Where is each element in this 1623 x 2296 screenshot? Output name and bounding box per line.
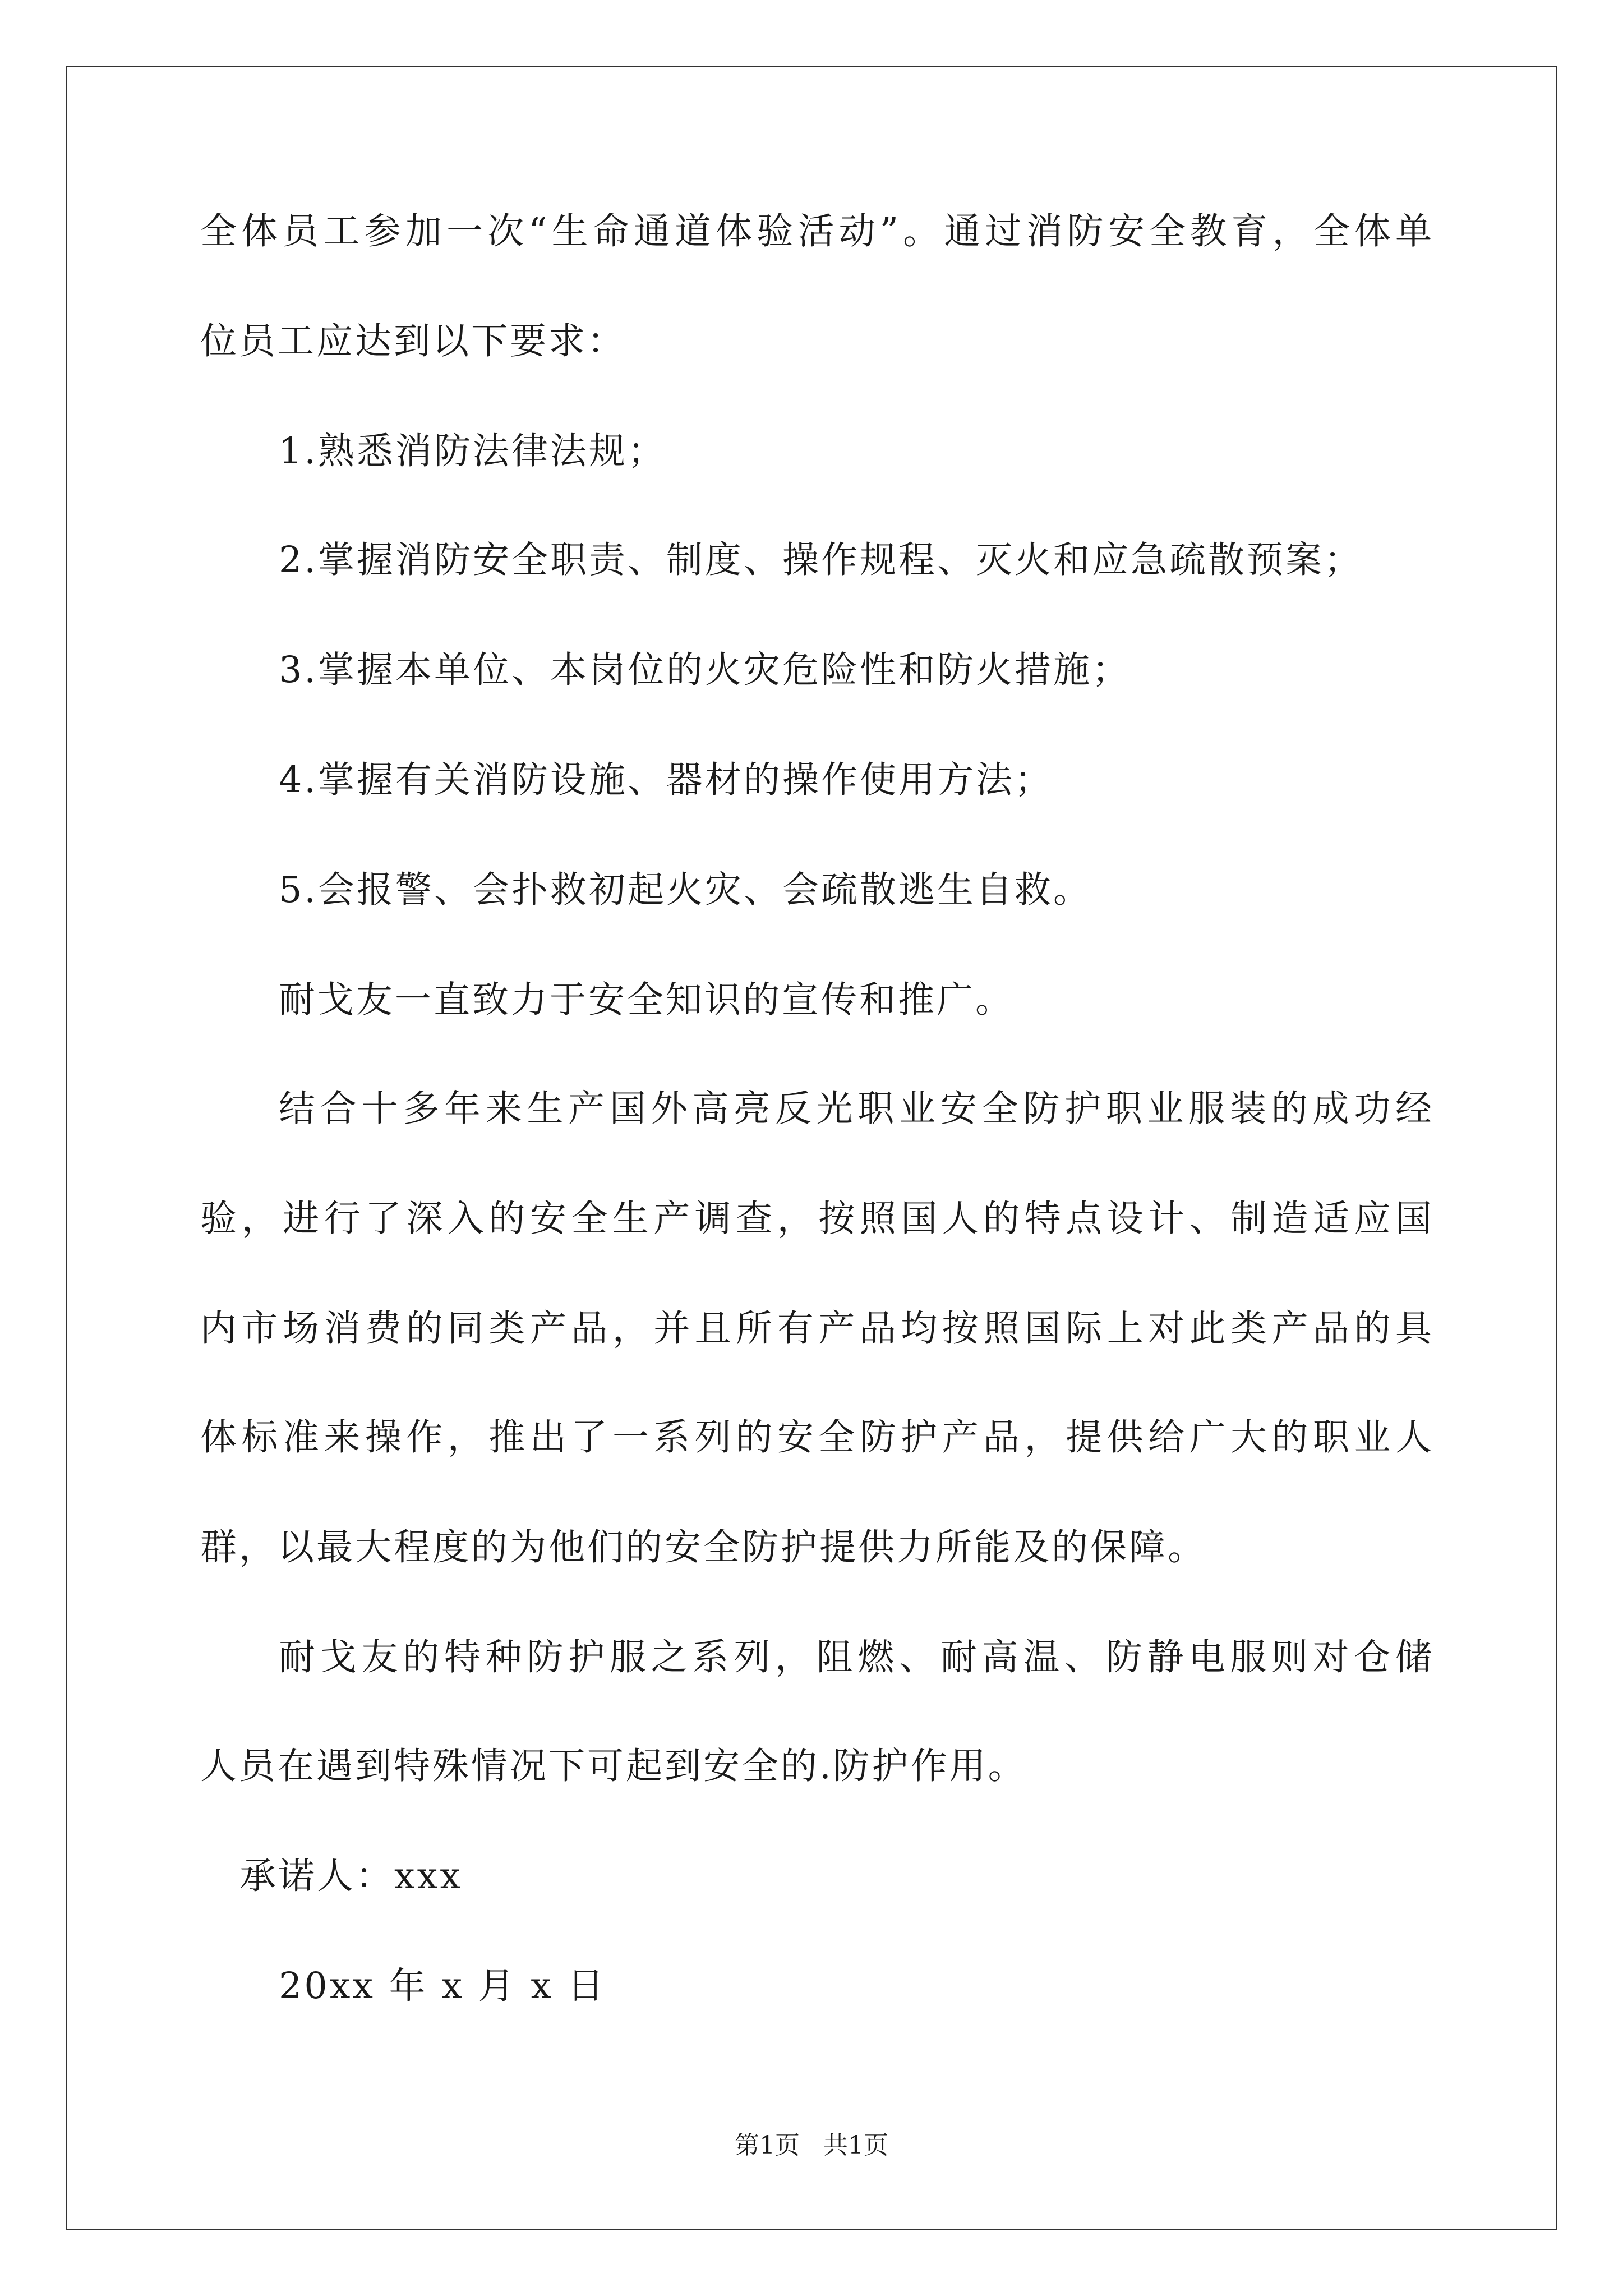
list-item-2: 2.掌握消防安全职责、制度、操作规程、灭火和应急疏散预案； xyxy=(279,539,1363,581)
list-item-5: 5.会报警、会扑救初起火灾、会疏散逃生自救。 xyxy=(279,869,1092,911)
paragraph-line: 人员在遇到特殊情况下可起到安全的.防护作用。 xyxy=(200,1745,1027,1787)
promisor-signature: 承诺人：xxx xyxy=(239,1855,463,1897)
paragraph-line: 验，进行了深入的安全生产调查，按照国人的特点设计、制造适应国 xyxy=(200,1198,1434,1240)
paragraph-line: 内市场消费的同类产品，并且所有产品均按照国际上对此类产品的具 xyxy=(200,1308,1434,1350)
list-item-4: 4.掌握有关消防设施、器材的操作使用方法； xyxy=(279,759,1054,801)
list-item-3: 3.掌握本单位、本岗位的火灾危险性和防火措施； xyxy=(279,649,1131,691)
page-footer: 第1页 共1页 xyxy=(735,2131,888,2160)
list-item-1: 1.熟悉消防法律法规； xyxy=(279,430,667,472)
paragraph-line: 位员工应达到以下要求： xyxy=(200,320,626,362)
paragraph-line: 全体员工参加一次“生命通道体验活动”。通过消防安全教育，全体单 xyxy=(200,210,1434,252)
paragraph-line: 耐戈友的特种防护服之系列，阻燃、耐高温、防静电服则对仓储 xyxy=(279,1636,1434,1678)
paragraph-line: 群，以最大程度的为他们的安全防护提供力所能及的保障。 xyxy=(200,1526,1207,1568)
page-border xyxy=(66,66,1557,2230)
paragraph-line: 结合十多年来生产国外高亮反光职业安全防护职业服装的成功经 xyxy=(279,1088,1434,1130)
paragraph-line: 体标准来操作，推出了一系列的安全防护产品，提供给广大的职业人 xyxy=(200,1416,1434,1458)
paragraph-line: 耐戈友一直致力于安全知识的宣传和推广。 xyxy=(279,979,1015,1021)
signature-date: 20xx 年 x 月 x 日 xyxy=(279,1965,606,2007)
